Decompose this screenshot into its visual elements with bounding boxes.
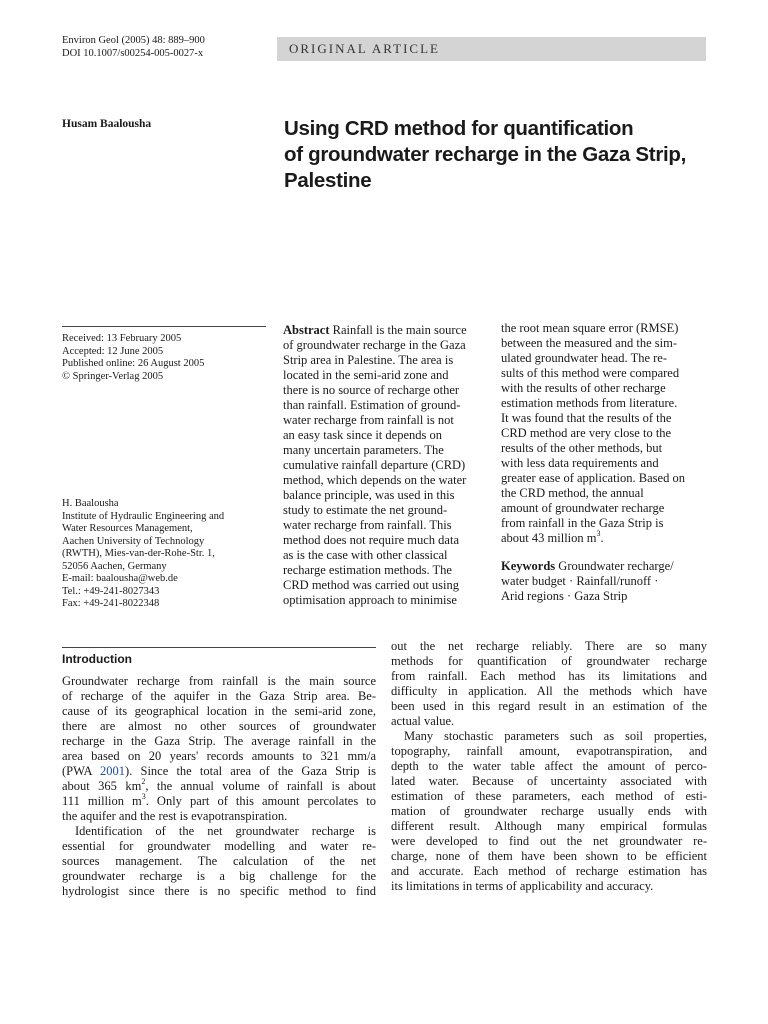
body-line: out the net recharge reliably. There are so many <box>391 639 707 653</box>
body-line: the aquifer and the rest is evapotranspiration. <box>62 809 288 823</box>
abstract-line: of groundwater recharge in the Gaza <box>283 338 466 352</box>
received-date: Received: 13 February 2005 <box>62 333 182 344</box>
citation-link[interactable]: 2001 <box>100 764 126 778</box>
body-line: depth to the water table affect the amount of perco- <box>391 759 707 773</box>
body-line: estimation of these parameters, each method of esti- <box>391 789 707 803</box>
abstract-line: with less data requirements and <box>501 456 659 470</box>
journal-citation: Environ Geol (2005) 48: 889–900 <box>62 35 205 46</box>
abstract-line: CRD method was carried out using <box>283 578 460 592</box>
body-line: different result. Although many empirical formulas <box>391 819 707 833</box>
email: E-mail: baalousha@web.de <box>62 573 178 584</box>
body-line: hydrologist since there is no specific method to find <box>62 884 376 898</box>
journal-reference <box>62 34 205 60</box>
keywords-label: Keywords <box>501 559 556 573</box>
body-line: there are almost no other sources of groundwater <box>62 719 376 733</box>
abstract-line: method, which depends on the water <box>283 473 467 487</box>
body-line: and accurate. Each method of recharge estimation has <box>391 864 707 878</box>
abstract-column-1 <box>283 323 491 608</box>
publication-dates <box>62 333 204 383</box>
body-line-citation: (PWA 2001). Since the total area of the Gaza Strip is <box>62 764 376 778</box>
abstract-line: estimation methods from literature. <box>501 396 678 410</box>
abstract-line: It was found that the results of the <box>501 411 672 425</box>
body-line: difficulty in application. All the methods which have <box>391 684 707 698</box>
abstract-line: the CRD method, the annual <box>501 486 644 500</box>
body-line: recharge in the Gaza Strip. The average rainfall in the <box>62 734 376 748</box>
abstract-column-2 <box>501 321 711 604</box>
divider <box>62 647 376 648</box>
body-line: cause of its geographical location in the semi-arid zone, <box>62 704 376 718</box>
fax: Fax: +49-241-8022348 <box>62 598 160 609</box>
affiliation-line: H. Baalousha <box>62 498 119 509</box>
copyright: © Springer-Verlag 2005 <box>62 370 164 382</box>
body-line: from rainfall. Each method has its limitations and <box>391 669 707 683</box>
keywords-first-line: Keywords Groundwater recharge/ <box>501 559 674 573</box>
keywords-line: Arid regions · Gaza Strip <box>501 589 628 603</box>
abstract-line: optimisation approach to minimise <box>283 593 457 607</box>
abstract-line: from rainfall in the Gaza Strip is <box>501 516 664 530</box>
abstract-line: ulated groundwater head. The re- <box>501 351 668 365</box>
keywords <box>501 559 711 604</box>
abstract-line: between the measured and the sim- <box>501 336 677 350</box>
abstract-last-line: about 43 million $m^3$. <box>501 528 604 545</box>
doi: DOI 10.1007/s00254-005-0027-x <box>62 48 204 59</box>
published-date: Published online: 26 August 2005 <box>62 358 205 369</box>
abstract-first-line: Abstract Rainfall is the main source <box>283 323 467 337</box>
article-type-banner <box>277 37 706 61</box>
body-line: Identification of the net groundwater recharge is <box>75 824 376 838</box>
abstract-line: an easy task since it depends on <box>283 428 442 442</box>
body-line: area based on 20 years' records amounts to 321 mm/a <box>62 749 376 763</box>
abstract-line: many uncertain parameters. The <box>283 443 444 457</box>
body-line: groundwater recharge is a big challenge for the <box>62 869 376 883</box>
article-type-label: ORIGINAL ARTICLE <box>289 41 440 56</box>
abstract-line: located in the semi-arid zone and <box>283 368 449 382</box>
body-line: essential for groundwater modelling and water re- <box>62 839 376 853</box>
abstract-line: cumulative rainfall departure (CRD) <box>283 458 466 472</box>
divider <box>62 326 266 327</box>
abstract-line: the root mean square error (RMSE) <box>501 321 679 335</box>
body-column-1 <box>62 674 376 899</box>
author-affiliation <box>62 498 224 611</box>
author-name: Husam Baalousha <box>62 118 152 130</box>
abstract-line: study to estimate the net ground- <box>283 503 448 517</box>
article-title <box>284 116 704 194</box>
abstract-line: with the results of other recharge <box>501 381 666 395</box>
abstract-line: Strip area in Palestine. The area is <box>283 353 454 367</box>
affiliation-line: 52056 Aachen, Germany <box>62 560 167 572</box>
affiliation-line: Institute of Hydraulic Engineering and <box>62 510 225 522</box>
affiliation-line: (RWTH), Mies-van-der-Rohe-Str. 1, <box>62 548 215 559</box>
body-line: topography, rainfall amount, evapotranspiration, and <box>391 744 707 758</box>
abstract-line: method does not require much data <box>283 533 459 547</box>
abstract-line: results of the other methods, but <box>501 441 663 455</box>
abstract-line: amount of groundwater recharge <box>501 501 665 515</box>
abstract-line: sults of this method were compared <box>501 366 680 380</box>
section-heading: Introduction <box>62 652 132 666</box>
affiliation-line: Water Resources Management, <box>62 523 193 534</box>
abstract-line: recharge estimation methods. The <box>283 563 452 577</box>
abstract-line: water recharge from rainfall. This <box>283 518 452 532</box>
body-line: mation of groundwater recharge usually ends with <box>391 804 707 818</box>
body-line: methods for quantification of groundwater recharge <box>391 654 707 668</box>
abstract-line: greater ease of application. Based on <box>501 471 685 485</box>
body-line: 111 million $m^3$. Only part of this amount percolates to <box>62 791 376 808</box>
abstract-line: CRD method are very close to the <box>501 426 672 440</box>
body-line: about 365 $km^2$, the annual volume of rainfall is about <box>62 776 376 793</box>
body-line: actual value. <box>391 714 455 728</box>
title-line: Palestine <box>284 169 372 192</box>
abstract-label: Abstract <box>283 323 330 337</box>
body-line: Groundwater recharge from rainfall is the main source <box>62 674 376 688</box>
body-line: Many stochastic parameters such as soil properties, <box>404 729 707 743</box>
title-line: Using CRD method for quantification <box>284 117 634 140</box>
abstract-line: water recharge from rainfall is not <box>283 413 454 427</box>
accepted-date: Accepted: 12 June 2005 <box>62 345 164 357</box>
body-line: were developed to find out the net groundwater re- <box>391 834 707 848</box>
abstract-line: than rainfall. Estimation of ground- <box>283 398 461 412</box>
body-column-2 <box>391 639 707 894</box>
body-line: sources management. The calculation of the net <box>62 854 376 868</box>
body-line: its limitations in terms of applicability and accuracy. <box>391 879 654 893</box>
body-line: charge, none of them have been shown to be efficient <box>391 849 707 863</box>
keywords-line: water budget · Rainfall/runoff · <box>501 574 659 588</box>
abstract-line: balance principle, was used in this <box>283 488 455 502</box>
body-line: lated water. Because of uncertainty associated with <box>391 774 707 788</box>
body-line: been used in this regard result in an estimation of the <box>391 699 707 713</box>
body-line: of recharge of the aquifer in the Gaza Strip area. Be- <box>62 689 376 703</box>
abstract-line: as is the case with other classical <box>283 548 448 562</box>
telephone: Tel.: +49-241-8027343 <box>62 585 160 597</box>
abstract-line: there is no source of recharge other <box>283 383 460 397</box>
title-line: of groundwater recharge in the Gaza Strip, <box>284 143 687 166</box>
affiliation-line: Aachen University of Technology <box>62 535 205 547</box>
